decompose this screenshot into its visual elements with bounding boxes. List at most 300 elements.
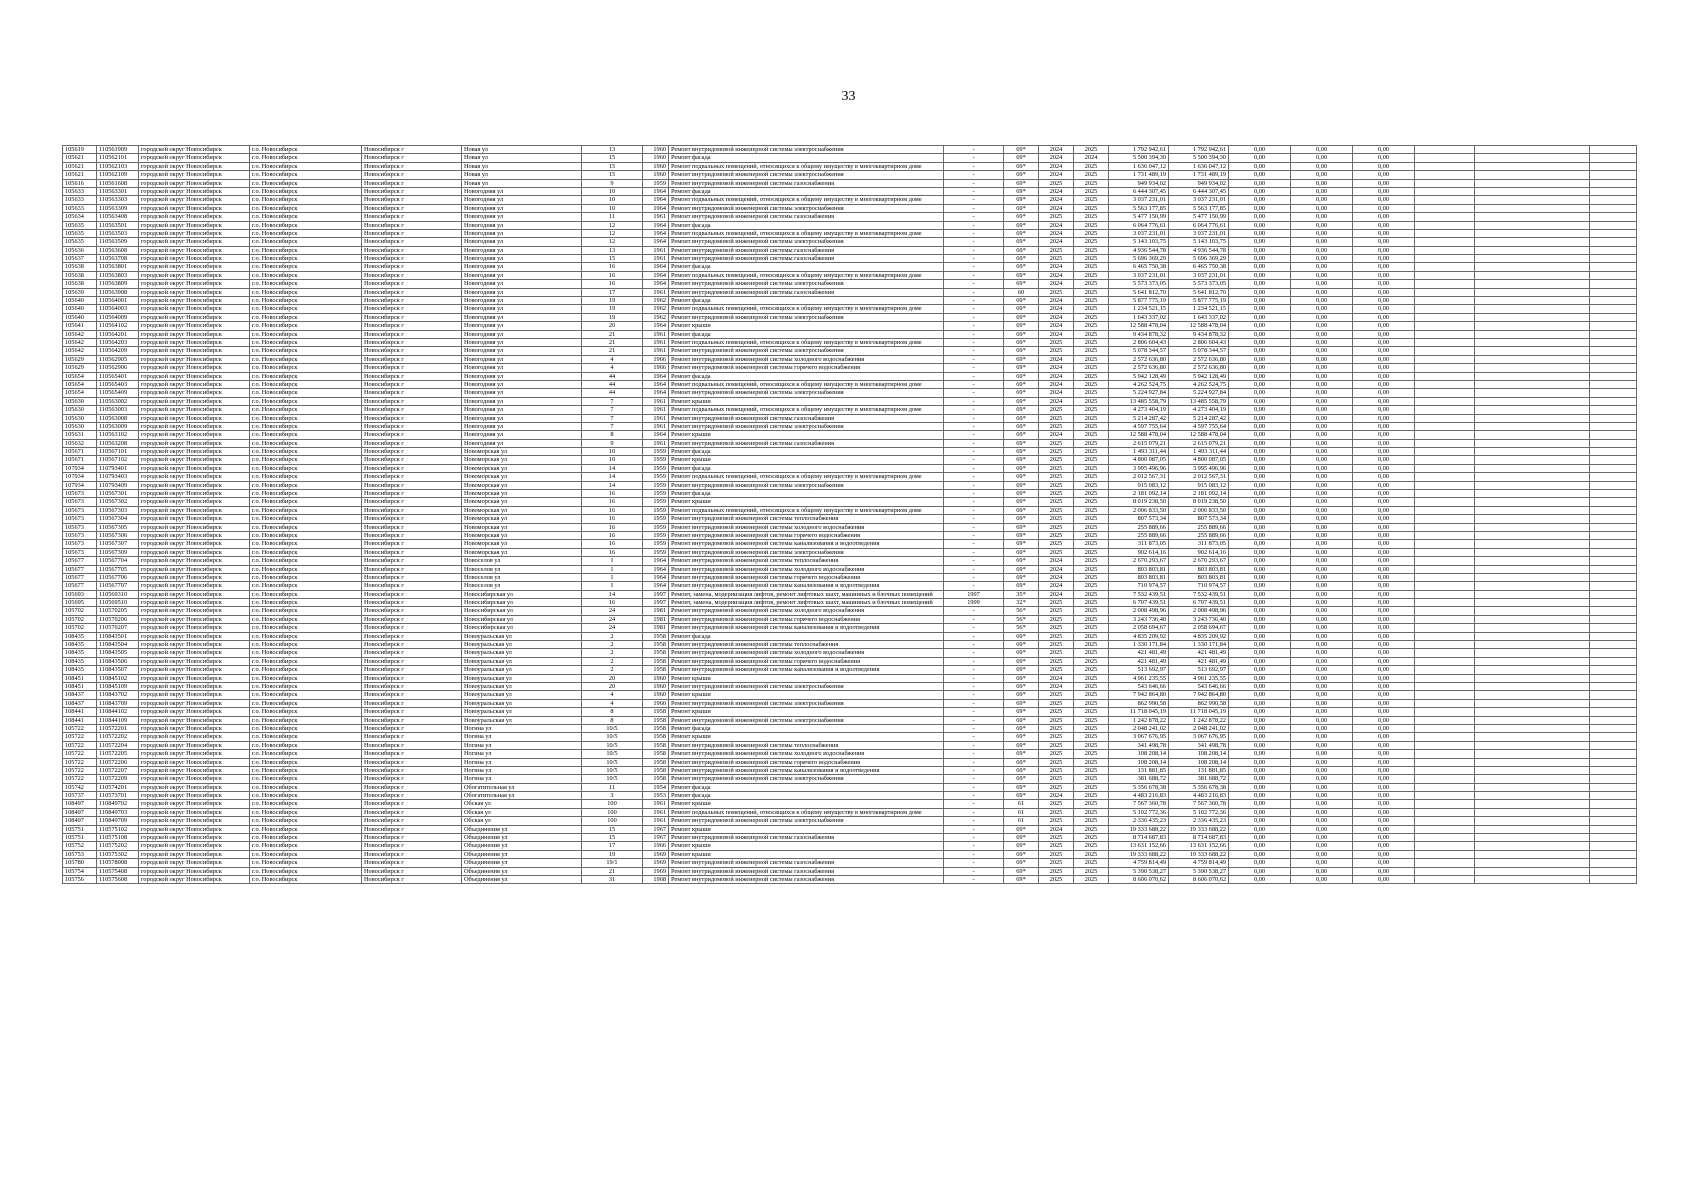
plan-end-year: 2025 [1074,632,1109,640]
plan-end-year: 2025 [1074,338,1109,346]
table-row [63,657,1637,665]
work-id: 110563102 [97,431,139,439]
federal-share: 0,00 [1229,322,1291,330]
house-number: 21 [582,330,643,338]
total-cost: 4 936 544,78 [1109,246,1169,254]
empty-cell [1475,473,1590,481]
fund-cost: 5 224 927,84 [1169,389,1229,397]
house-number: 7 [582,422,643,430]
district: городской округ Новосибирск [139,305,250,313]
plan-end-year: 2025 [1074,280,1109,288]
regional-share: 0,00 [1291,691,1353,699]
year-built: 1997 [643,599,669,607]
year-built: 1959 [643,481,669,489]
owner-share [1415,724,1475,732]
work-type: Ремонт крыши [669,708,944,716]
empty-cell [1590,473,1637,481]
regional-share: 0,00 [1291,305,1353,313]
local-share: 0,00 [1353,196,1415,204]
empty-cell [1475,204,1590,212]
year-built: 1964 [643,582,669,590]
district: городской округ Новосибирск [139,649,250,657]
commissioning-year: - [944,775,1004,783]
empty-cell [1475,775,1590,783]
commissioning-year: - [944,649,1004,657]
regional-share: 0,00 [1291,800,1353,808]
house-id: 108441 [63,708,97,716]
house-id: 108497 [63,800,97,808]
empty-cell [1590,338,1637,346]
table-row [63,523,1637,531]
total-cost: 4 759 814,49 [1109,859,1169,867]
work-type: Ремонт внутридомовой инженерной системы газоснабжения [669,414,944,422]
table-row [63,741,1637,749]
local-share: 0,00 [1353,724,1415,732]
work-id: 110563408 [97,213,139,221]
wear-percent: 69* [1004,716,1039,724]
plan-end-year: 2025 [1074,305,1109,313]
plan-end-year: 2025 [1074,800,1109,808]
street: Новосибирская ул [462,624,582,632]
empty-cell [1590,674,1637,682]
local-share: 0,00 [1353,431,1415,439]
table-row [63,238,1637,246]
owner-share [1415,540,1475,548]
empty-cell [1590,691,1637,699]
municipality: г.о. Новосибирск [250,699,362,707]
fund-cost: 255 889,66 [1169,531,1229,539]
locality: Новосибирск г [362,305,462,313]
wear-percent: 69* [1004,397,1039,405]
federal-share: 0,00 [1229,464,1291,472]
total-cost: 2 058 694,67 [1109,624,1169,632]
total-cost: 543 646,66 [1109,683,1169,691]
total-cost: 1 636 047,12 [1109,162,1169,170]
empty-cell [1475,515,1590,523]
work-id: 110567306 [97,531,139,539]
street: Обская ул [462,817,582,825]
total-cost: 1 643 337,02 [1109,313,1169,321]
plan-end-year: 2025 [1074,825,1109,833]
fund-cost: 3 995 496,96 [1169,464,1229,472]
commissioning-year: - [944,565,1004,573]
house-number: 1 [582,573,643,581]
locality: Новосибирск г [362,255,462,263]
plan-end-year: 2025 [1074,557,1109,565]
regional-share: 0,00 [1291,708,1353,716]
federal-share: 0,00 [1229,523,1291,531]
fund-cost: 6 465 750,38 [1169,263,1229,271]
empty-cell [1590,406,1637,414]
locality: Новосибирск г [362,154,462,162]
empty-cell [1590,733,1637,741]
fund-cost: 13 485 558,79 [1169,397,1229,405]
street: Ногина ул [462,733,582,741]
federal-share: 0,00 [1229,716,1291,724]
house-id: 105722 [63,750,97,758]
street: Объединения ул [462,834,582,842]
municipality: г.о. Новосибирск [250,674,362,682]
plan-start-year: 2024 [1039,792,1074,800]
federal-share: 0,00 [1229,246,1291,254]
regional-share: 0,00 [1291,657,1353,665]
district: городской округ Новосибирск [139,632,250,640]
regional-share: 0,00 [1291,724,1353,732]
empty-cell [1475,540,1590,548]
empty-cell [1590,490,1637,498]
district: городской округ Новосибирск [139,380,250,388]
empty-cell [1475,808,1590,816]
work-id: 110843504 [97,641,139,649]
regional-share: 0,00 [1291,146,1353,154]
fund-cost: 5 356 678,38 [1169,783,1229,791]
owner-share [1415,162,1475,170]
district: городской округ Новосибирск [139,540,250,548]
house-number: 2 [582,649,643,657]
fund-cost: 862 990,58 [1169,699,1229,707]
commissioning-year: - [944,439,1004,447]
fund-cost: 6 444 307,45 [1169,187,1229,195]
locality: Новосибирск г [362,498,462,506]
regional-share: 0,00 [1291,834,1353,842]
work-id: 110563008 [97,414,139,422]
total-cost: 4 262 524,75 [1109,380,1169,388]
wear-percent: 69* [1004,515,1039,523]
regional-share: 0,00 [1291,573,1353,581]
regional-share: 0,00 [1291,229,1353,237]
house-id: 105642 [63,338,97,346]
work-type: Ремонт внутридомовой инженерной системы газоснабжения [669,867,944,875]
empty-cell [1475,657,1590,665]
commissioning-year: - [944,288,1004,296]
owner-share [1415,657,1475,665]
owner-share [1415,422,1475,430]
plan-start-year: 2024 [1039,196,1074,204]
district: городской округ Новосибирск [139,389,250,397]
owner-share [1415,515,1475,523]
year-built: 1964 [643,204,669,212]
plan-start-year: 2024 [1039,380,1074,388]
owner-share [1415,338,1475,346]
municipality: г.о. Новосибирск [250,842,362,850]
locality: Новосибирск г [362,758,462,766]
owner-share [1415,708,1475,716]
municipality: г.о. Новосибирск [250,288,362,296]
house-id: 105677 [63,565,97,573]
district: городской округ Новосибирск [139,263,250,271]
house-number: 15 [582,171,643,179]
local-share: 0,00 [1353,313,1415,321]
work-id: 110844109 [97,716,139,724]
plan-start-year: 2025 [1039,607,1074,615]
district: городской округ Новосибирск [139,867,250,875]
district: городской округ Новосибирск [139,683,250,691]
local-share: 0,00 [1353,691,1415,699]
house-number: 21 [582,347,643,355]
commissioning-year: - [944,766,1004,774]
wear-percent: 69* [1004,834,1039,842]
work-type: Ремонт фасада [669,330,944,338]
house-number: 44 [582,389,643,397]
empty-cell [1590,792,1637,800]
municipality: г.о. Новосибирск [250,171,362,179]
table-row [63,439,1637,447]
wear-percent: 69* [1004,347,1039,355]
street: Новая ул [462,171,582,179]
year-built: 1981 [643,624,669,632]
total-cost: 8 714 687,83 [1109,834,1169,842]
house-number: 16 [582,523,643,531]
owner-share [1415,808,1475,816]
wear-percent: 56* [1004,615,1039,623]
regional-share: 0,00 [1291,255,1353,263]
work-type: Ремонт внутридомовой инженерной системы газоснабжения [669,439,944,447]
empty-cell [1590,649,1637,657]
regional-share: 0,00 [1291,347,1353,355]
work-type: Ремонт крыши [669,850,944,858]
table-row [63,322,1637,330]
wear-percent: 69* [1004,733,1039,741]
total-cost: 108 208,14 [1109,750,1169,758]
year-built: 1966 [643,355,669,363]
federal-share: 0,00 [1229,515,1291,523]
local-share: 0,00 [1353,792,1415,800]
street: Ногина ул [462,766,582,774]
street: Новогодняя ул [462,238,582,246]
federal-share: 0,00 [1229,758,1291,766]
regional-share: 0,00 [1291,599,1353,607]
plan-start-year: 2025 [1039,649,1074,657]
fund-cost: 5 696 369,29 [1169,255,1229,263]
total-cost: 513 692,97 [1109,666,1169,674]
year-built: 1958 [643,708,669,716]
municipality: г.о. Новосибирск [250,481,362,489]
locality: Новосибирск г [362,540,462,548]
house-id: 105677 [63,582,97,590]
regional-share: 0,00 [1291,607,1353,615]
total-cost: 5 563 177,85 [1109,204,1169,212]
house-id: 105722 [63,758,97,766]
empty-cell [1590,448,1637,456]
total-cost: 255 889,66 [1109,531,1169,539]
locality: Новосибирск г [362,280,462,288]
house-number: 16 [582,490,643,498]
total-cost: 5 356 678,38 [1109,783,1169,791]
empty-cell [1475,263,1590,271]
wear-percent: 69* [1004,255,1039,263]
local-share: 0,00 [1353,347,1415,355]
street: Новоморская ул [462,490,582,498]
table-row [63,557,1637,565]
year-built: 1962 [643,305,669,313]
regional-share: 0,00 [1291,758,1353,766]
work-type: Ремонт внутридомовой инженерной системы электроснабжения [669,699,944,707]
house-id: 105630 [63,414,97,422]
table-row [63,364,1637,372]
plan-start-year: 2025 [1039,498,1074,506]
commissioning-year: - [944,808,1004,816]
house-number: 15 [582,162,643,170]
work-id: 110564003 [97,305,139,313]
plan-start-year: 2024 [1039,683,1074,691]
locality: Новосибирск г [362,842,462,850]
wear-percent: 69* [1004,313,1039,321]
locality: Новосибирск г [362,330,462,338]
fund-cost: 311 873,05 [1169,540,1229,548]
empty-cell [1590,599,1637,607]
work-id: 110569310 [97,590,139,598]
total-cost: 9 434 878,32 [1109,330,1169,338]
commissioning-year: - [944,615,1004,623]
table-row [63,347,1637,355]
house-number: 9 [582,439,643,447]
plan-end-year: 2025 [1074,347,1109,355]
table-row [63,464,1637,472]
plan-start-year: 2025 [1039,422,1074,430]
total-cost: 3 995 496,96 [1109,464,1169,472]
empty-cell [1475,481,1590,489]
district: городской округ Новосибирск [139,666,250,674]
owner-share [1415,792,1475,800]
plan-end-year: 2025 [1074,741,1109,749]
local-share: 0,00 [1353,364,1415,372]
empty-cell [1475,162,1590,170]
owner-share [1415,431,1475,439]
work-type: Ремонт фасада [669,448,944,456]
local-share: 0,00 [1353,288,1415,296]
locality: Новосибирск г [362,196,462,204]
local-share: 0,00 [1353,389,1415,397]
street: Новогодняя ул [462,330,582,338]
year-built: 1962 [643,313,669,321]
house-id: 105722 [63,775,97,783]
total-cost: 3 067 676,95 [1109,733,1169,741]
year-built: 1960 [643,674,669,682]
locality: Новосибирск г [362,733,462,741]
total-cost: 915 083,12 [1109,481,1169,489]
wear-percent: 69* [1004,338,1039,346]
local-share: 0,00 [1353,146,1415,154]
table-row [63,187,1637,195]
plan-end-year: 2025 [1074,364,1109,372]
municipality: г.о. Новосибирск [250,263,362,271]
district: городской округ Новосибирск [139,271,250,279]
owner-share [1415,850,1475,858]
local-share: 0,00 [1353,456,1415,464]
plan-start-year: 2025 [1039,758,1074,766]
federal-share: 0,00 [1229,389,1291,397]
regional-share: 0,00 [1291,481,1353,489]
empty-cell [1475,867,1590,875]
total-cost: 5 390 538,27 [1109,867,1169,875]
house-id: 108441 [63,716,97,724]
plan-end-year: 2025 [1074,750,1109,758]
wear-percent: 69* [1004,364,1039,372]
total-cost: 5 573 373,05 [1109,280,1169,288]
work-id: 110563801 [97,263,139,271]
owner-share [1415,624,1475,632]
total-cost: 131 881,85 [1109,766,1169,774]
federal-share: 0,00 [1229,338,1291,346]
municipality: г.о. Новосибирск [250,783,362,791]
work-type: Ремонт фасада [669,263,944,271]
house-number: 11 [582,783,643,791]
district: городской округ Новосибирск [139,179,250,187]
locality: Новосибирск г [362,817,462,825]
year-built: 1958 [643,766,669,774]
work-id: 110570205 [97,607,139,615]
local-share: 0,00 [1353,582,1415,590]
year-built: 1961 [643,422,669,430]
federal-share: 0,00 [1229,674,1291,682]
regional-share: 0,00 [1291,330,1353,338]
empty-cell [1475,875,1590,883]
municipality: г.о. Новосибирск [250,473,362,481]
total-cost: 19 333 688,22 [1109,825,1169,833]
year-built: 1964 [643,263,669,271]
year-built: 1959 [643,490,669,498]
district: городской округ Новосибирск [139,875,250,883]
street: Новоселов ул [462,565,582,573]
house-id: 105639 [63,288,97,296]
district: городской округ Новосибирск [139,691,250,699]
commissioning-year: - [944,280,1004,288]
street: Новогодняя ул [462,221,582,229]
owner-share [1415,490,1475,498]
locality: Новосибирск г [362,448,462,456]
locality: Новосибирск г [362,657,462,665]
local-share: 0,00 [1353,666,1415,674]
street: Обогатительная ул [462,783,582,791]
street: Обогатительная ул [462,792,582,800]
empty-cell [1475,255,1590,263]
empty-cell [1475,817,1590,825]
table-row [63,448,1637,456]
municipality: г.о. Новосибирск [250,624,362,632]
empty-cell [1590,850,1637,858]
empty-cell [1590,364,1637,372]
fund-cost: 3 067 676,95 [1169,733,1229,741]
plan-end-year: 2025 [1074,389,1109,397]
empty-cell [1590,724,1637,732]
work-type: Ремонт внутридомовой инженерной системы холодного водоснабжения [669,750,944,758]
house-number: 15 [582,834,643,842]
local-share: 0,00 [1353,859,1415,867]
work-type: Ремонт внутридомовой инженерной системы канализования и водоотведения [669,540,944,548]
municipality: г.о. Новосибирск [250,792,362,800]
year-built: 1959 [643,179,669,187]
district: городской округ Новосибирск [139,842,250,850]
work-id: 110575302 [97,850,139,858]
work-id: 110845109 [97,683,139,691]
house-id: 105638 [63,280,97,288]
owner-share [1415,582,1475,590]
house-id: 108435 [63,641,97,649]
work-id: 110563509 [97,238,139,246]
owner-share [1415,766,1475,774]
total-cost: 19 333 688,22 [1109,850,1169,858]
commissioning-year: - [944,825,1004,833]
empty-cell [1475,632,1590,640]
fund-cost: 12 588 478,04 [1169,322,1229,330]
street: Новогодняя ул [462,271,582,279]
total-cost: 862 990,58 [1109,699,1169,707]
local-share: 0,00 [1353,448,1415,456]
local-share: 0,00 [1353,255,1415,263]
empty-cell [1475,599,1590,607]
regional-share: 0,00 [1291,154,1353,162]
plan-start-year: 2025 [1039,523,1074,531]
